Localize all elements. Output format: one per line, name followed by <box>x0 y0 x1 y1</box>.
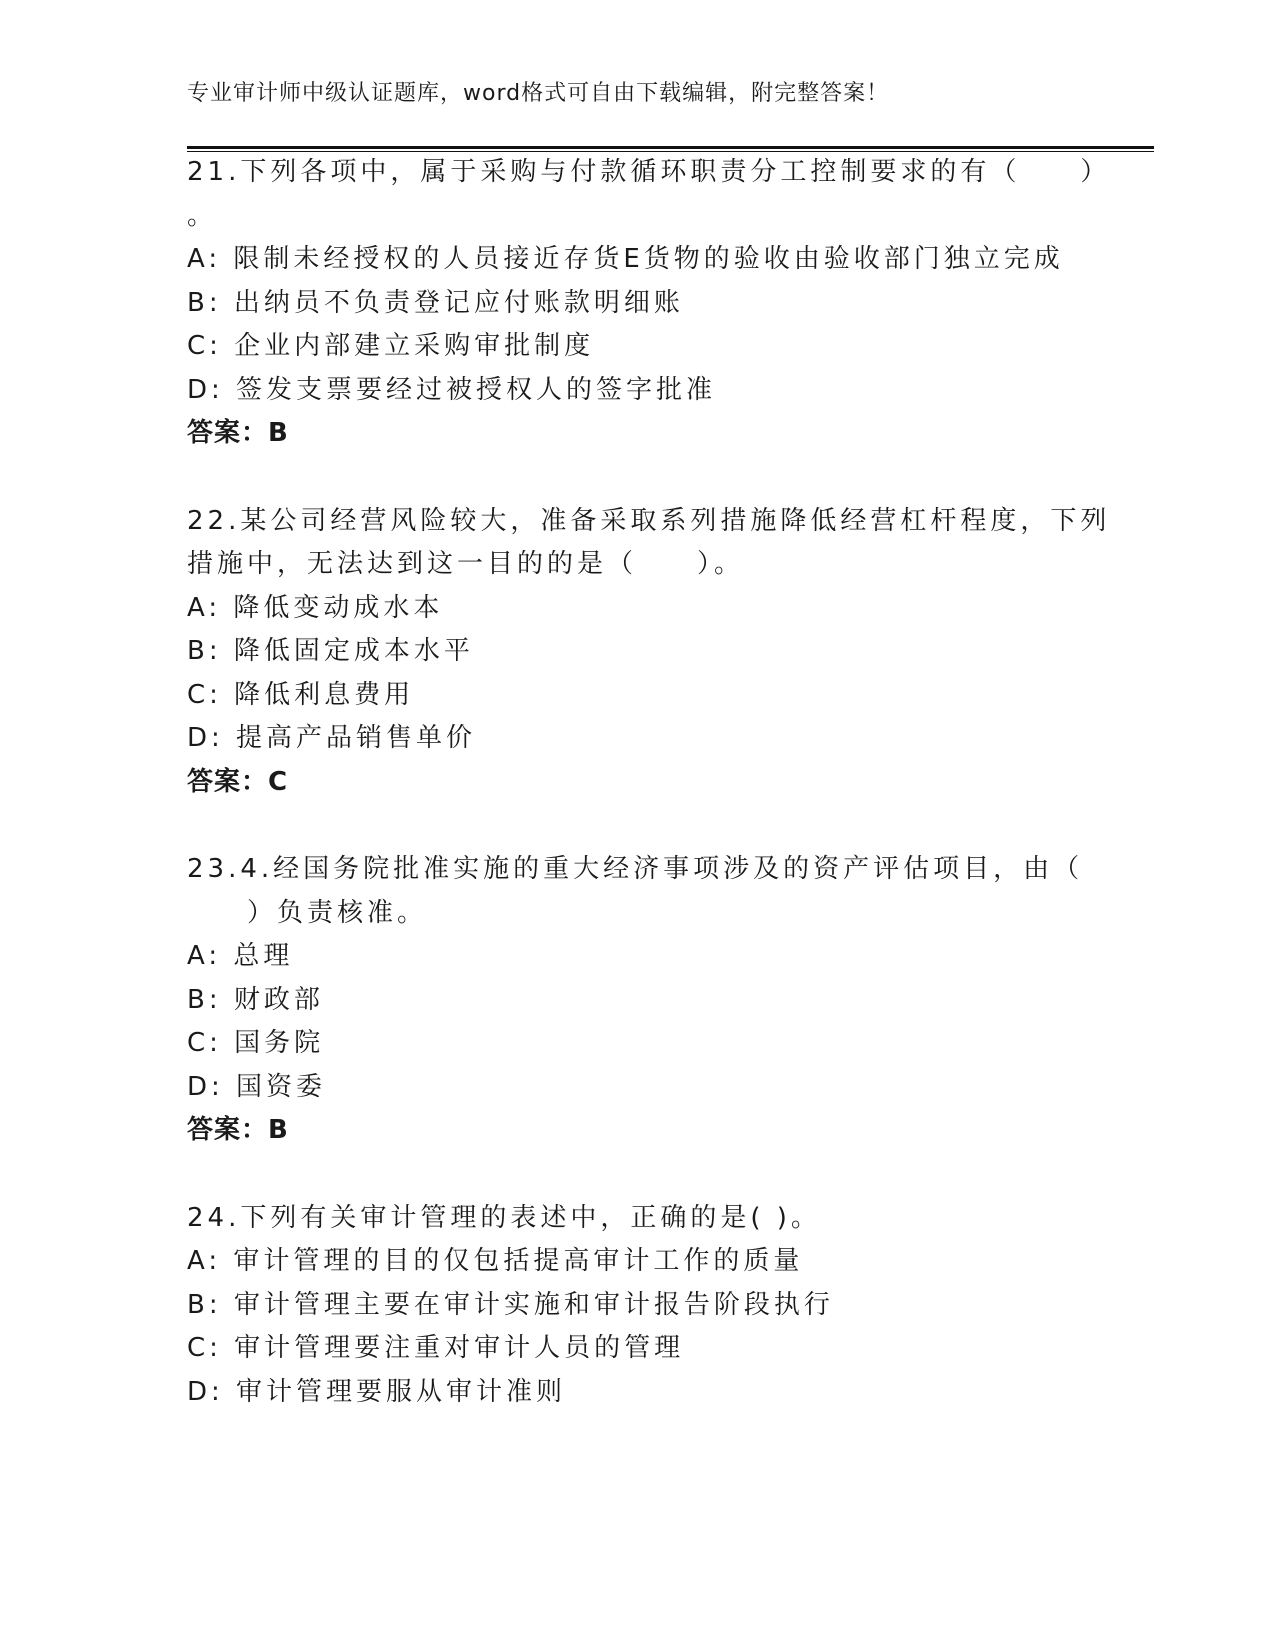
question-22-option-b: B: 降低固定成本水平 <box>187 636 474 666</box>
question-23-option-d: D: 国资委 <box>187 1072 327 1102</box>
question-22-option-c: C: 降低利息费用 <box>187 680 415 710</box>
question-21-option-a: A: 限制未经授权的人员接近存货E货物的验收由验收部门独立完成 <box>187 244 1064 274</box>
question-21-stem-line-1: 21.下列各项中，属于采购与付款循环职责分工控制要求的有（ ） <box>187 157 1111 187</box>
question-23-option-c: C: 国务院 <box>187 1028 325 1058</box>
question-24-option-a: A: 审计管理的目的仅包括提高审计工作的质量 <box>187 1246 804 1276</box>
question-21-option-c: C: 企业内部建立采购审批制度 <box>187 331 595 361</box>
page-header: 专业审计师中级认证题库，word格式可自由下载编辑，附完整答案！ <box>187 81 890 106</box>
header-rule-thick <box>187 146 1154 149</box>
question-22-stem-line-2: 措施中，无法达到这一目的的是（ ）。 <box>187 549 745 579</box>
question-21-option-b: B: 出纳员不负责登记应付账款明细账 <box>187 288 684 318</box>
question-23-answer: 答案：B <box>187 1115 289 1145</box>
question-24-option-b: B: 审计管理主要在审计实施和审计报告阶段执行 <box>187 1290 834 1320</box>
question-24-stem-line-1: 24.下列有关审计管理的表述中，正确的是( )。 <box>187 1203 821 1233</box>
question-24-option-d: D: 审计管理要服从审计准则 <box>187 1377 567 1407</box>
question-23-stem-line-2: ）负责核准。 <box>187 898 428 928</box>
question-23-option-a: A: 总理 <box>187 941 294 971</box>
question-21-option-d: D: 签发支票要经过被授权人的签字批准 <box>187 375 717 405</box>
question-22-option-d: D: 提高产品销售单价 <box>187 723 477 753</box>
question-22-stem-line-1: 22.某公司经营风险较大，准备采取系列措施降低经营杠杆程度，下列 <box>187 506 1111 536</box>
question-23-option-b: B: 财政部 <box>187 985 324 1015</box>
question-23-stem-line-1: 23.4.经国务院批准实施的重大经济事项涉及的资产评估项目，由（ <box>187 854 1084 884</box>
question-21-answer: 答案：B <box>187 418 289 448</box>
question-22-answer: 答案：C <box>187 767 289 797</box>
header-rule-thin <box>187 151 1154 152</box>
question-24-option-c: C: 审计管理要注重对审计人员的管理 <box>187 1333 685 1363</box>
question-22-option-a: A: 降低变动成水本 <box>187 593 444 623</box>
question-21-stem-line-2: 。 <box>187 201 218 231</box>
